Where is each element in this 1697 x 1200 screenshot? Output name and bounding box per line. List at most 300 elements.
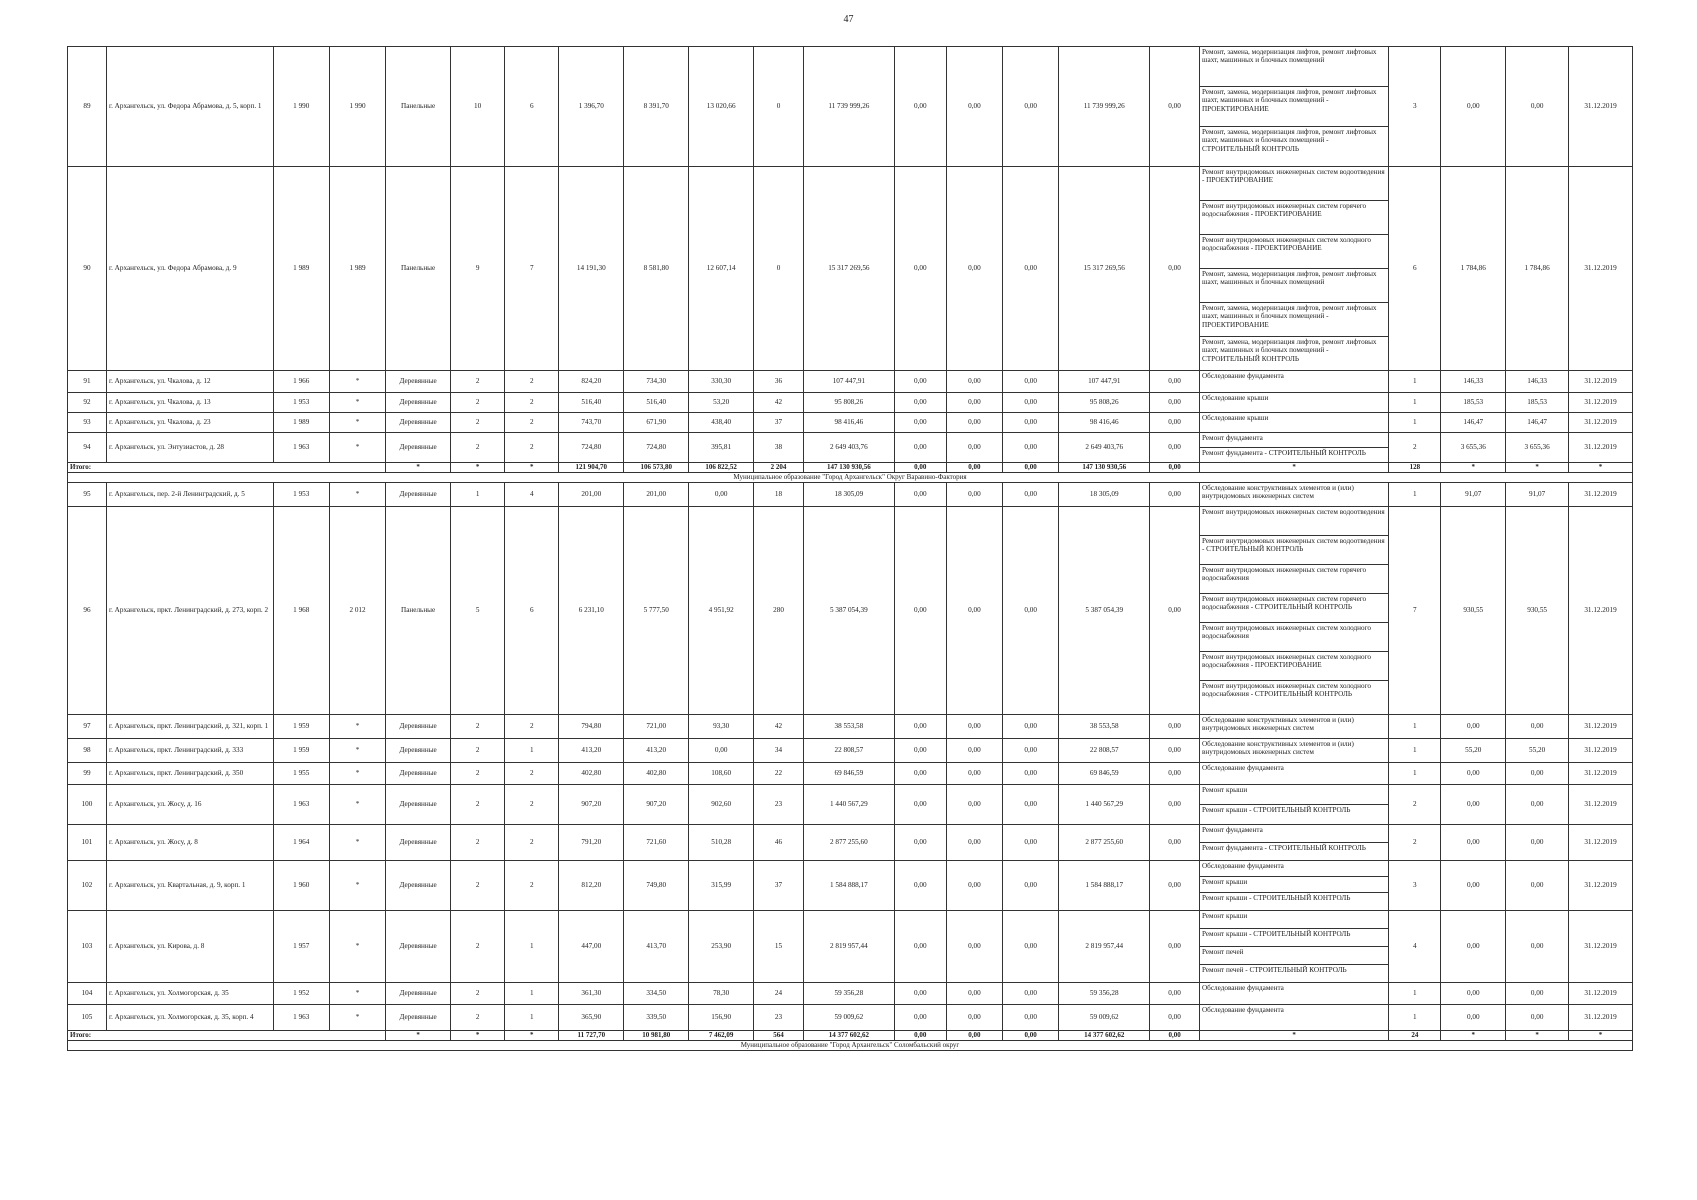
cell-area-living: 413,20: [624, 739, 689, 763]
cell-residents: 0: [754, 167, 804, 371]
cell-year-overhaul: *: [329, 393, 385, 413]
cell-entrances: 1: [505, 911, 559, 983]
cell-works-count: 7: [1389, 507, 1441, 715]
total-works-count: 24: [1389, 1031, 1441, 1041]
work-item: Ремонт фундамента - СТРОИТЕЛЬНЫЙ КОНТРОЛЬ: [1201, 449, 1366, 457]
work-item: Ремонт внутридомовых инженерных систем холодного водоснабжения: [1200, 623, 1388, 652]
cell-wall: Панельные: [386, 47, 451, 167]
table-row: [68, 715, 1633, 739]
cell-area-total: 361,30: [559, 983, 624, 1005]
cell-fund-other: 0,00: [1150, 393, 1200, 413]
cell-works-count: 3: [1389, 861, 1441, 911]
cell-floors: 1: [451, 483, 505, 507]
cell-year-built: 1 955: [273, 763, 329, 785]
cell-fund-local: 0,00: [1003, 911, 1059, 983]
table-row: [68, 507, 1633, 715]
cell-residents: 22: [754, 763, 804, 785]
cell-max-cost-per-sqm: 0,00: [1506, 763, 1569, 785]
cell-fund-federal: 0,00: [894, 785, 946, 825]
cell-year-built: 1 990: [273, 47, 329, 167]
cell-area-living: 721,00: [624, 715, 689, 739]
cell-cost-total: 1 584 888,17: [803, 861, 894, 911]
cell-no: 91: [68, 371, 107, 393]
cell-residents: 37: [754, 413, 804, 433]
work-item: Ремонт крыши: [1200, 911, 1388, 929]
cell-fund-local: 0,00: [1003, 825, 1059, 861]
total-fund-owners: 147 130 930,56: [1059, 463, 1150, 473]
total-c7: *: [505, 1031, 559, 1041]
cell-fund-regional: 0,00: [946, 483, 1002, 507]
cell-deadline: 31.12.2019: [1569, 911, 1633, 983]
cell-address: г. Архангельск, ул. Чкалова, д. 23: [106, 413, 273, 433]
total-works: *: [1199, 1031, 1388, 1041]
cell-area-common: 78,30: [689, 983, 754, 1005]
total-max-cost-per-sqm: *: [1506, 1031, 1569, 1041]
section-row: [68, 473, 1633, 483]
cell-floors: 2: [451, 433, 505, 463]
total-cost-per-sqm: *: [1441, 1031, 1506, 1041]
cell-year-overhaul: 1 989: [329, 167, 385, 371]
work-item: Ремонт внутридомовых инженерных систем горячего водоснабжения - ПРОЕКТИРОВАНИЕ: [1200, 201, 1388, 235]
cell-deadline: 31.12.2019: [1569, 715, 1633, 739]
cell-works-count: 1: [1389, 393, 1441, 413]
cell-max-cost-per-sqm: 185,53: [1506, 393, 1569, 413]
cell-max-cost-per-sqm: 146,33: [1506, 371, 1569, 393]
cell-year-overhaul: *: [329, 371, 385, 393]
cell-area-total: 201,00: [559, 483, 624, 507]
cell-works: [1199, 1005, 1388, 1031]
cell-area-living: 402,80: [624, 763, 689, 785]
capital-repair-table: [67, 46, 1633, 1051]
cell-area-total: 413,20: [559, 739, 624, 763]
cell-wall: Деревянные: [386, 483, 451, 507]
cell-area-total: 6 231,10: [559, 507, 624, 715]
work-item: Ремонт крыши - СТРОИТЕЛЬНЫЙ КОНТРОЛЬ: [1201, 894, 1351, 902]
work-item: Ремонт фундамента: [1200, 825, 1388, 843]
cell-year-built: 1 968: [273, 507, 329, 715]
cell-residents: 18: [754, 483, 804, 507]
total-cost-total: 147 130 930,56: [803, 463, 894, 473]
cell-fund-other: 0,00: [1150, 739, 1200, 763]
cell-area-common: 395,81: [689, 433, 754, 463]
cell-cost-total: 15 317 269,56: [803, 167, 894, 371]
cell-address: г. Архангельск, пркт. Ленинградский, д. 273, корп. 2: [106, 507, 273, 715]
cell-residents: 23: [754, 785, 804, 825]
work-item: Ремонт, замена, модернизация лифтов, ремонт лифтовых шахт, машинных и блочных помещений - СТРОИТЕЛЬНЫЙ КОНТРОЛЬ: [1201, 128, 1377, 153]
work-item: Обследование фундамента: [1201, 764, 1284, 772]
cell-works: [1199, 393, 1388, 413]
cell-deadline: 31.12.2019: [1569, 763, 1633, 785]
table-row: [68, 483, 1633, 507]
cell-entrances: 2: [505, 413, 559, 433]
total-fund-owners: 14 377 602,62: [1059, 1031, 1150, 1041]
cell-floors: 10: [451, 47, 505, 167]
cell-max-cost-per-sqm: 3 655,36: [1506, 433, 1569, 463]
cell-cost-total: 107 447,91: [803, 371, 894, 393]
cell-fund-other: 0,00: [1150, 483, 1200, 507]
table-row: [68, 983, 1633, 1005]
cell-fund-federal: 0,00: [894, 413, 946, 433]
cell-fund-owners: 5 387 054,39: [1059, 507, 1150, 715]
total-cost-per-sqm: *: [1441, 463, 1506, 473]
cell-floors: 9: [451, 167, 505, 371]
cell-works-count: 4: [1389, 911, 1441, 983]
cell-deadline: 31.12.2019: [1569, 47, 1633, 167]
cell-address: г. Архангельск, ул. Чкалова, д. 13: [106, 393, 273, 413]
cell-year-overhaul: *: [329, 785, 385, 825]
cell-max-cost-per-sqm: 0,00: [1506, 983, 1569, 1005]
cell-fund-federal: 0,00: [894, 393, 946, 413]
cell-wall: Деревянные: [386, 983, 451, 1005]
cell-fund-owners: 59 356,28: [1059, 983, 1150, 1005]
cell-year-built: 1 960: [273, 861, 329, 911]
cell-fund-other: 0,00: [1150, 167, 1200, 371]
cell-entrances: 6: [505, 507, 559, 715]
cell-works-count: 1: [1389, 371, 1441, 393]
cell-works: [1199, 483, 1388, 507]
cell-area-living: 201,00: [624, 483, 689, 507]
cell-floors: 2: [451, 825, 505, 861]
cell-fund-owners: 98 416,46: [1059, 413, 1150, 433]
cell-entrances: 2: [505, 825, 559, 861]
cell-year-overhaul: *: [329, 763, 385, 785]
cell-wall: Деревянные: [386, 433, 451, 463]
cell-fund-owners: 69 846,59: [1059, 763, 1150, 785]
cell-area-total: 14 191,30: [559, 167, 624, 371]
cell-max-cost-per-sqm: 0,00: [1506, 785, 1569, 825]
cell-cost-total: 2 649 403,76: [803, 433, 894, 463]
cell-fund-owners: 11 739 999,26: [1059, 47, 1150, 167]
total-row: [68, 463, 1633, 473]
cell-area-common: 315,99: [689, 861, 754, 911]
cell-address: г. Архангельск, ул. Кирова, д. 8: [106, 911, 273, 983]
cell-area-living: 516,40: [624, 393, 689, 413]
cell-fund-regional: 0,00: [946, 739, 1002, 763]
work-item: Обследование конструктивных элементов и (или) внутридомовых инженерных систем: [1201, 484, 1354, 501]
cell-floors: 2: [451, 763, 505, 785]
cell-year-built: 1 964: [273, 825, 329, 861]
cell-fund-federal: 0,00: [894, 911, 946, 983]
cell-area-total: 1 396,70: [559, 47, 624, 167]
cell-residents: 280: [754, 507, 804, 715]
cell-wall: Панельные: [386, 167, 451, 371]
cell-max-cost-per-sqm: 55,20: [1506, 739, 1569, 763]
table-row: [68, 433, 1633, 463]
cell-no: 89: [68, 47, 107, 167]
total-c5: *: [386, 463, 451, 473]
cell-cost-per-sqm: 0,00: [1441, 763, 1506, 785]
total-row: [68, 1031, 1633, 1041]
work-item: Ремонт, замена, модернизация лифтов, ремонт лифтовых шахт, машинных и блочных помещений - СТРОИТЕЛЬНЫЙ КОНТРОЛЬ: [1201, 338, 1377, 363]
cell-year-built: 1 959: [273, 715, 329, 739]
cell-residents: 34: [754, 739, 804, 763]
cell-fund-federal: 0,00: [894, 371, 946, 393]
cell-year-overhaul: *: [329, 861, 385, 911]
cell-fund-other: 0,00: [1150, 785, 1200, 825]
cell-area-living: 749,80: [624, 861, 689, 911]
cell-area-total: 791,20: [559, 825, 624, 861]
cell-year-overhaul: *: [329, 911, 385, 983]
cell-deadline: 31.12.2019: [1569, 861, 1633, 911]
work-item: Ремонт печей: [1200, 947, 1388, 965]
work-item: Ремонт внутридомовых инженерных систем водоотведения: [1200, 507, 1388, 536]
total-residents: 2 204: [754, 463, 804, 473]
cell-deadline: 31.12.2019: [1569, 825, 1633, 861]
cell-fund-owners: 59 009,62: [1059, 1005, 1150, 1031]
cell-address: г. Архангельск, ул. Квартальная, д. 9, корп. 1: [106, 861, 273, 911]
cell-fund-local: 0,00: [1003, 739, 1059, 763]
cell-area-common: 53,20: [689, 393, 754, 413]
cell-max-cost-per-sqm: 146,47: [1506, 413, 1569, 433]
cell-max-cost-per-sqm: 0,00: [1506, 861, 1569, 911]
cell-cost-per-sqm: 55,20: [1441, 739, 1506, 763]
cell-wall: Деревянные: [386, 739, 451, 763]
cell-works: [1199, 825, 1388, 861]
cell-fund-other: 0,00: [1150, 861, 1200, 911]
cell-fund-local: 0,00: [1003, 413, 1059, 433]
work-item: Ремонт внутридомовых инженерных систем горячего водоснабжения - СТРОИТЕЛЬНЫЙ КОНТРОЛЬ: [1200, 594, 1388, 623]
cell-address: г. Архангельск, ул. Чкалова, д. 12: [106, 371, 273, 393]
cell-no: 103: [68, 911, 107, 983]
cell-max-cost-per-sqm: 0,00: [1506, 47, 1569, 167]
cell-residents: 42: [754, 715, 804, 739]
cell-no: 93: [68, 413, 107, 433]
cell-year-built: 1 952: [273, 983, 329, 1005]
cell-year-built: 1 966: [273, 371, 329, 393]
work-item: Ремонт внутридомовых инженерных систем водоотведения - ПРОЕКТИРОВАНИЕ: [1200, 167, 1388, 201]
cell-fund-other: 0,00: [1150, 763, 1200, 785]
cell-cost-total: 11 739 999,26: [803, 47, 894, 167]
cell-fund-owners: 2 649 403,76: [1059, 433, 1150, 463]
table-row: [68, 763, 1633, 785]
table-row: [68, 393, 1633, 413]
cell-no: 92: [68, 393, 107, 413]
cell-fund-local: 0,00: [1003, 983, 1059, 1005]
work-item: Ремонт крыши - СТРОИТЕЛЬНЫЙ КОНТРОЛЬ: [1200, 929, 1388, 947]
cell-area-living: 8 391,70: [624, 47, 689, 167]
cell-works-count: 1: [1389, 763, 1441, 785]
table-row: [68, 861, 1633, 911]
total-fund-federal: 0,00: [894, 463, 946, 473]
cell-fund-local: 0,00: [1003, 715, 1059, 739]
cell-deadline: 31.12.2019: [1569, 739, 1633, 763]
cell-fund-regional: 0,00: [946, 763, 1002, 785]
cell-area-living: 8 581,80: [624, 167, 689, 371]
work-item: Ремонт печей - СТРОИТЕЛЬНЫЙ КОНТРОЛЬ: [1201, 966, 1347, 974]
work-item: Ремонт, замена, модернизация лифтов, ремонт лифтовых шахт, машинных и блочных помещений - ПРОЕКТИРОВАНИЕ: [1200, 303, 1388, 337]
total-area-living: 106 573,80: [624, 463, 689, 473]
cell-no: 104: [68, 983, 107, 1005]
cell-residents: 37: [754, 861, 804, 911]
cell-area-common: 253,90: [689, 911, 754, 983]
cell-works: [1199, 507, 1388, 715]
cell-address: г. Архангельск, ул. Федора Абрамова, д. 5, корп. 1: [106, 47, 273, 167]
cell-year-overhaul: 1 990: [329, 47, 385, 167]
cell-residents: 23: [754, 1005, 804, 1031]
cell-year-overhaul: *: [329, 739, 385, 763]
cell-fund-local: 0,00: [1003, 47, 1059, 167]
cell-works: [1199, 861, 1388, 911]
cell-works-count: 1: [1389, 1005, 1441, 1031]
cell-fund-local: 0,00: [1003, 1005, 1059, 1031]
cell-wall: Деревянные: [386, 785, 451, 825]
cell-works-count: 3: [1389, 47, 1441, 167]
cell-area-living: 724,80: [624, 433, 689, 463]
cell-cost-per-sqm: 0,00: [1441, 825, 1506, 861]
cell-floors: 2: [451, 739, 505, 763]
work-item: Ремонт внутридомовых инженерных систем холодного водоснабжения - ПРОЕКТИРОВАНИЕ: [1200, 652, 1388, 681]
cell-wall: Деревянные: [386, 763, 451, 785]
cell-entrances: 1: [505, 983, 559, 1005]
table-row: [68, 911, 1633, 983]
total-fund-local: 0,00: [1003, 1031, 1059, 1041]
cell-fund-federal: 0,00: [894, 715, 946, 739]
total-area-common: 7 462,09: [689, 1031, 754, 1041]
section-row: [68, 1041, 1633, 1051]
table-row: [68, 825, 1633, 861]
cell-residents: 36: [754, 371, 804, 393]
cell-works-count: 2: [1389, 825, 1441, 861]
total-cost-total: 14 377 602,62: [803, 1031, 894, 1041]
cell-cost-total: 98 416,46: [803, 413, 894, 433]
cell-floors: 2: [451, 1005, 505, 1031]
cell-cost-total: 38 553,58: [803, 715, 894, 739]
cell-deadline: 31.12.2019: [1569, 413, 1633, 433]
cell-area-common: 12 607,14: [689, 167, 754, 371]
cell-floors: 2: [451, 983, 505, 1005]
cell-cost-per-sqm: 0,00: [1441, 715, 1506, 739]
work-item: Обследование крыши: [1201, 414, 1269, 422]
cell-fund-local: 0,00: [1003, 785, 1059, 825]
work-item: Обследование фундамента: [1201, 984, 1284, 992]
cell-deadline: 31.12.2019: [1569, 785, 1633, 825]
cell-fund-regional: 0,00: [946, 715, 1002, 739]
cell-no: 96: [68, 507, 107, 715]
cell-entrances: 2: [505, 371, 559, 393]
cell-no: 97: [68, 715, 107, 739]
cell-deadline: 31.12.2019: [1569, 393, 1633, 413]
cell-no: 99: [68, 763, 107, 785]
work-item: Обследование фундамента: [1201, 1006, 1284, 1014]
cell-no: 94: [68, 433, 107, 463]
cell-deadline: 31.12.2019: [1569, 371, 1633, 393]
cell-no: 98: [68, 739, 107, 763]
cell-fund-regional: 0,00: [946, 371, 1002, 393]
cell-year-built: 1 989: [273, 167, 329, 371]
cell-area-common: 438,40: [689, 413, 754, 433]
cell-floors: 2: [451, 861, 505, 911]
cell-residents: 42: [754, 393, 804, 413]
cell-fund-regional: 0,00: [946, 47, 1002, 167]
cell-fund-local: 0,00: [1003, 483, 1059, 507]
cell-area-common: 108,60: [689, 763, 754, 785]
cell-address: г. Архангельск, пркт. Ленинградский, д. 333: [106, 739, 273, 763]
cell-residents: 46: [754, 825, 804, 861]
cell-area-common: 330,30: [689, 371, 754, 393]
cell-max-cost-per-sqm: 91,07: [1506, 483, 1569, 507]
cell-wall: Деревянные: [386, 413, 451, 433]
cell-entrances: 1: [505, 739, 559, 763]
cell-works: [1199, 763, 1388, 785]
cell-cost-per-sqm: 930,55: [1441, 507, 1506, 715]
cell-year-overhaul: *: [329, 715, 385, 739]
cell-cost-per-sqm: 0,00: [1441, 911, 1506, 983]
work-item: Ремонт, замена, модернизация лифтов, ремонт лифтовых шахт, машинных и блочных помещений: [1200, 47, 1388, 87]
cell-max-cost-per-sqm: 1 784,86: [1506, 167, 1569, 371]
cell-cost-per-sqm: 146,33: [1441, 371, 1506, 393]
cell-deadline: 31.12.2019: [1569, 433, 1633, 463]
cell-fund-other: 0,00: [1150, 47, 1200, 167]
table-row: [68, 785, 1633, 825]
cell-cost-total: 2 877 255,60: [803, 825, 894, 861]
cell-year-built: 1 963: [273, 785, 329, 825]
cell-no: 100: [68, 785, 107, 825]
cell-fund-federal: 0,00: [894, 167, 946, 371]
table-row: [68, 739, 1633, 763]
cell-cost-per-sqm: 0,00: [1441, 861, 1506, 911]
cell-fund-federal: 0,00: [894, 483, 946, 507]
cell-max-cost-per-sqm: 0,00: [1506, 715, 1569, 739]
cell-area-living: 413,70: [624, 911, 689, 983]
work-item: Ремонт фундамента - СТРОИТЕЛЬНЫЙ КОНТРОЛЬ: [1201, 844, 1366, 852]
page-number: 47: [843, 14, 854, 25]
cell-year-built: 1 963: [273, 1005, 329, 1031]
cell-cost-total: 95 808,26: [803, 393, 894, 413]
cell-deadline: 31.12.2019: [1569, 1005, 1633, 1031]
cell-fund-regional: 0,00: [946, 393, 1002, 413]
cell-cost-total: 18 305,09: [803, 483, 894, 507]
cell-wall: Деревянные: [386, 861, 451, 911]
cell-fund-owners: 107 447,91: [1059, 371, 1150, 393]
cell-entrances: 4: [505, 483, 559, 507]
cell-year-overhaul: 2 012: [329, 507, 385, 715]
table-row: [68, 413, 1633, 433]
cell-fund-owners: 95 808,26: [1059, 393, 1150, 413]
total-max-cost-per-sqm: *: [1506, 463, 1569, 473]
cell-area-living: 671,90: [624, 413, 689, 433]
work-item: Ремонт фундамента: [1200, 433, 1388, 448]
cell-year-overhaul: *: [329, 483, 385, 507]
cell-fund-local: 0,00: [1003, 507, 1059, 715]
cell-works-count: 1: [1389, 413, 1441, 433]
cell-no: 90: [68, 167, 107, 371]
cell-fund-federal: 0,00: [894, 1005, 946, 1031]
work-item: Ремонт, замена, модернизация лифтов, ремонт лифтовых шахт, машинных и блочных помещений - ПРОЕКТИРОВАНИЕ: [1200, 87, 1388, 127]
cell-address: г. Архангельск, ул. Федора Абрамова, д. 9: [106, 167, 273, 371]
cell-fund-regional: 0,00: [946, 983, 1002, 1005]
cell-fund-other: 0,00: [1150, 413, 1200, 433]
cell-fund-regional: 0,00: [946, 911, 1002, 983]
cell-area-common: 13 020,66: [689, 47, 754, 167]
cell-works: [1199, 371, 1388, 393]
cell-fund-owners: 1 440 567,29: [1059, 785, 1150, 825]
cell-works: [1199, 911, 1388, 983]
cell-address: г. Архангельск, ул. Энтузиастов, д. 28: [106, 433, 273, 463]
cell-area-common: 156,90: [689, 1005, 754, 1031]
cell-address: г. Архангельск, ул. Жосу, д. 16: [106, 785, 273, 825]
cell-max-cost-per-sqm: 0,00: [1506, 911, 1569, 983]
cell-area-total: 824,20: [559, 371, 624, 393]
total-deadline: *: [1569, 1031, 1633, 1041]
cell-floors: 2: [451, 785, 505, 825]
cell-deadline: 31.12.2019: [1569, 483, 1633, 507]
cell-fund-owners: 2 877 255,60: [1059, 825, 1150, 861]
cell-fund-regional: 0,00: [946, 507, 1002, 715]
cell-works: [1199, 433, 1388, 463]
table-row: [68, 167, 1633, 371]
work-item: Ремонт, замена, модернизация лифтов, ремонт лифтовых шахт, машинных и блочных помещений: [1200, 269, 1388, 303]
cell-area-living: 339,50: [624, 1005, 689, 1031]
